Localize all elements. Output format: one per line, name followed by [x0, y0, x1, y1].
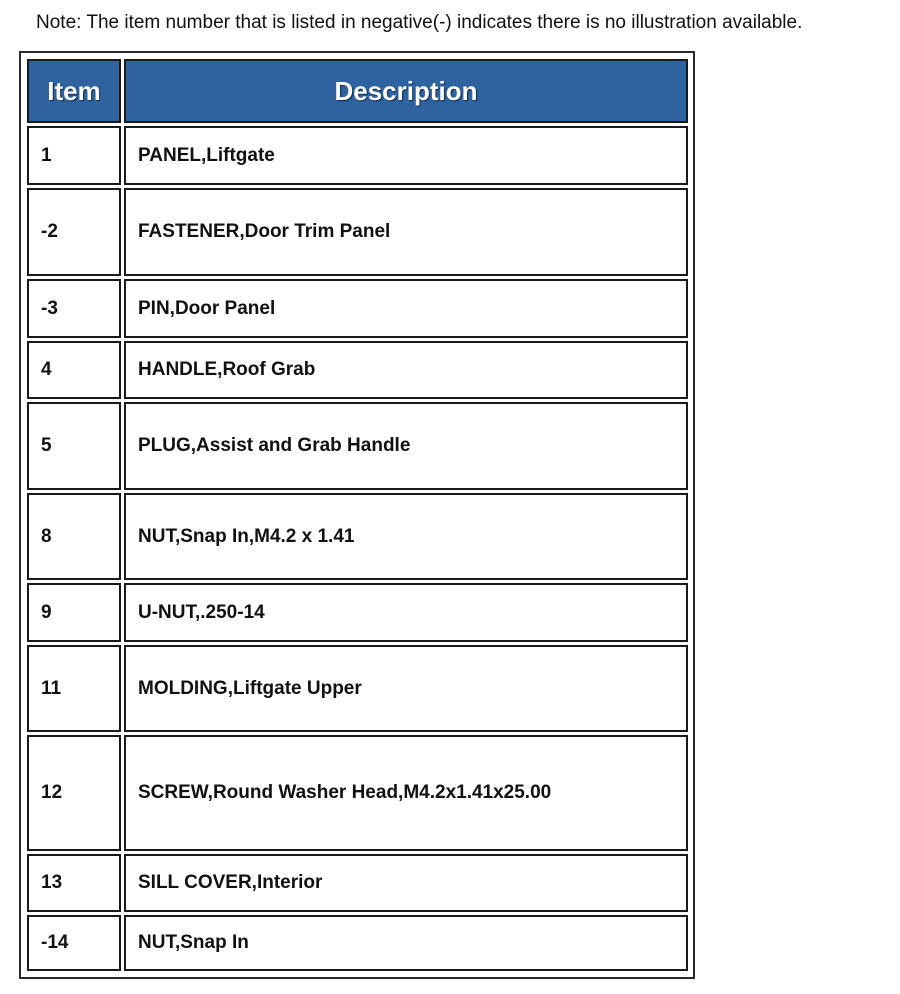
- table-row: [27, 126, 688, 185]
- description-column-header: Description: [124, 59, 688, 123]
- item-number-cell: -14: [27, 915, 121, 971]
- description-cell: U-NUT,.250-14: [124, 583, 688, 642]
- table-row: [27, 915, 688, 971]
- table-row: [27, 341, 688, 399]
- table-row: [27, 279, 688, 338]
- parts-table: [19, 51, 695, 979]
- item-number-cell: 4: [27, 341, 121, 399]
- item-number-cell: 1: [27, 126, 121, 185]
- table-row: [27, 493, 688, 580]
- description-cell: FASTENER,Door Trim Panel: [124, 188, 688, 276]
- availability-note: Note: The item number that is listed in negative(-) indicates there is no illustration available.: [36, 12, 803, 33]
- item-number-cell: 9: [27, 583, 121, 642]
- table-row: [27, 645, 688, 732]
- description-cell: PANEL,Liftgate: [124, 126, 688, 185]
- table-row: [27, 583, 688, 642]
- item-number-cell: 11: [27, 645, 121, 732]
- item-number-cell: 5: [27, 402, 121, 490]
- table-row: [27, 854, 688, 912]
- description-cell: SILL COVER,Interior: [124, 854, 688, 912]
- description-cell: MOLDING,Liftgate Upper: [124, 645, 688, 732]
- description-cell: PIN,Door Panel: [124, 279, 688, 338]
- description-cell: HANDLE,Roof Grab: [124, 341, 688, 399]
- table-row: [27, 402, 688, 490]
- item-column-header: Item: [27, 59, 121, 123]
- table-row: [27, 188, 688, 276]
- description-cell: SCREW,Round Washer Head,M4.2x1.41x25.00: [124, 735, 688, 851]
- description-cell: PLUG,Assist and Grab Handle: [124, 402, 688, 490]
- item-number-cell: 13: [27, 854, 121, 912]
- table-row: [27, 735, 688, 851]
- item-number-cell: -2: [27, 188, 121, 276]
- description-cell: NUT,Snap In,M4.2 x 1.41: [124, 493, 688, 580]
- item-number-cell: 8: [27, 493, 121, 580]
- item-number-cell: 12: [27, 735, 121, 851]
- description-cell: NUT,Snap In: [124, 915, 688, 971]
- item-number-cell: -3: [27, 279, 121, 338]
- table-header-row: [27, 59, 688, 123]
- parts-table-grid: [24, 56, 691, 974]
